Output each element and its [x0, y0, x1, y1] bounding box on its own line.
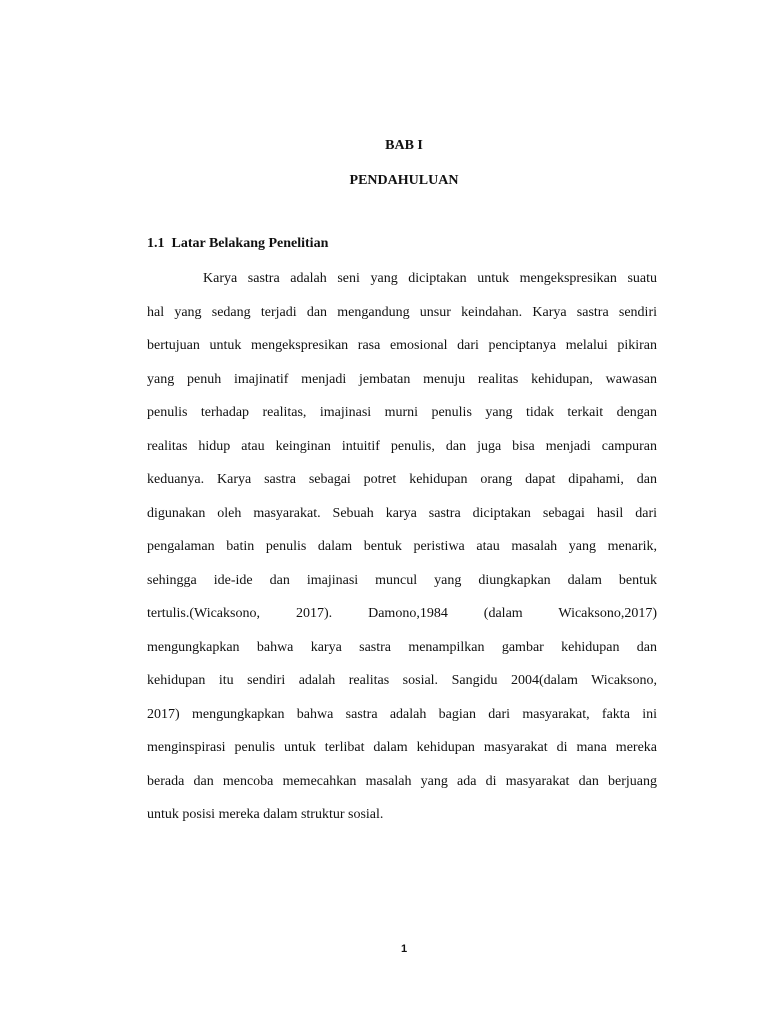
- paragraph-line: hal yang sedang terjadi dan mengandung unsur keindahan. Karya sastra sendiri: [147, 304, 657, 320]
- paragraph-line: mengungkapkan bahwa karya sastra menampilkan gambar kehidupan dan: [147, 639, 657, 655]
- chapter-title: PENDAHULUAN: [349, 173, 459, 188]
- paragraph-line: digunakan oleh masyarakat. Sebuah karya sastra diciptakan sebagai hasil dari: [147, 505, 657, 521]
- paragraph-line: keduanya. Karya sastra sebagai potret kehidupan orang dapat dipahami, dan: [147, 472, 657, 487]
- page-number: 1: [400, 943, 408, 955]
- paragraph-line: Karya sastra adalah seni yang diciptakan untuk mengekspresikan suatu: [203, 271, 657, 286]
- section-heading: 1.1 Latar Belakang Penelitian: [147, 236, 329, 251]
- paragraph-line: tertulis.(Wicaksono, 2017). Damono,1984 (dalam Wicaksono,2017): [147, 606, 657, 621]
- paragraph-line: untuk posisi mereka dalam struktur sosial.: [147, 807, 384, 822]
- paragraph-line: menginspirasi penulis untuk terlibat dalam kehidupan masyarakat di mana mereka: [147, 740, 657, 755]
- paragraph-line: kehidupan itu sendiri adalah realitas sosial. Sangidu 2004(dalam Wicaksono,: [147, 673, 657, 688]
- paragraph-line: yang penuh imajinatif menjadi jembatan menuju realitas kehidupan, wawasan: [147, 371, 657, 387]
- paragraph-line: bertujuan untuk mengekspresikan rasa emosional dari penciptanya melalui pikiran: [147, 338, 657, 353]
- paragraph-line: berada dan mencoba memecahkan masalah yang ada di masyarakat dan berjuang: [147, 773, 657, 789]
- paragraph-line: penulis terhadap realitas, imajinasi murni penulis yang tidak terkait dengan: [147, 405, 657, 420]
- paragraph-line: pengalaman batin penulis dalam bentuk peristiwa atau masalah yang menarik,: [147, 539, 657, 554]
- body-paragraph: [147, 270, 657, 840]
- chapter-number: BAB I: [385, 138, 423, 153]
- paragraph-line: sehingga ide-ide dan imajinasi muncul yang diungkapkan dalam bentuk: [147, 572, 657, 588]
- paragraph-line: 2017) mengungkapkan bahwa sastra adalah bagian dari masyarakat, fakta ini: [147, 706, 657, 722]
- paragraph-line: realitas hidup atau keinginan intuitif penulis, dan juga bisa menjadi campuran: [147, 438, 657, 454]
